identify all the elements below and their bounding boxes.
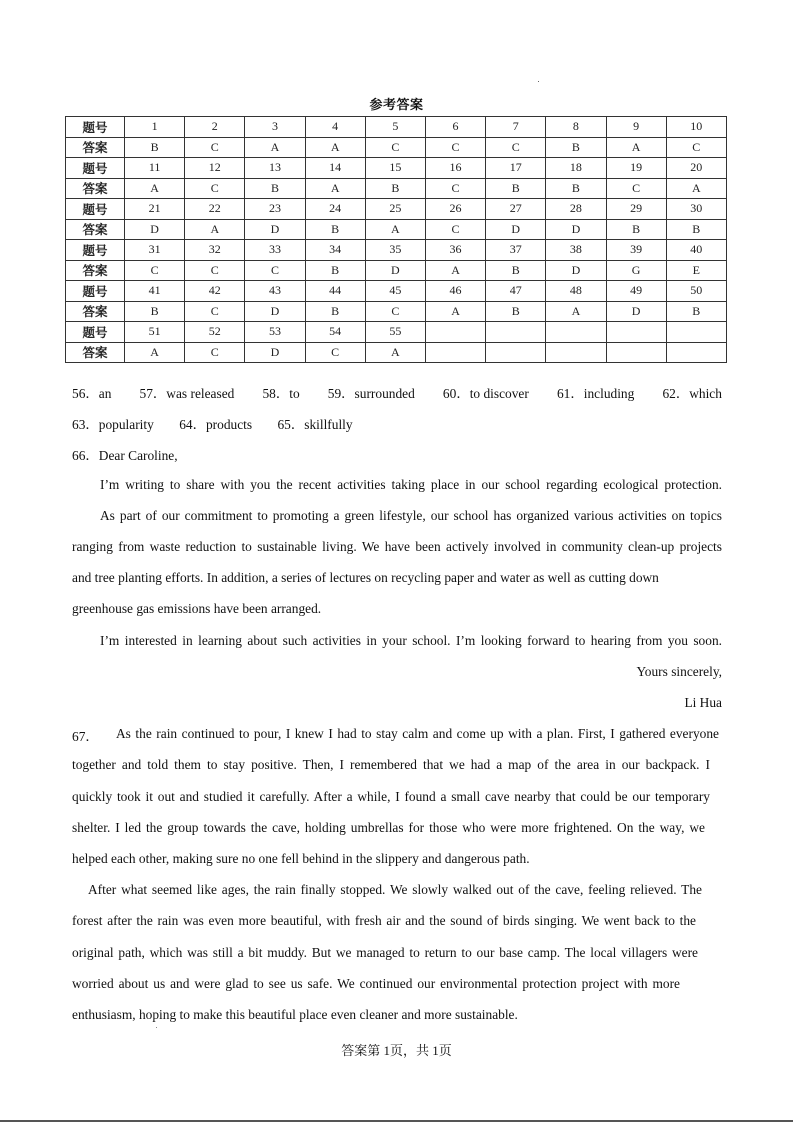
fill-in-answer: 62．which <box>662 386 722 401</box>
page-title: 参考答案 <box>369 98 424 113</box>
answer-cell: D <box>486 219 546 240</box>
answer-cell: B <box>486 301 546 322</box>
question-number-cell <box>546 322 606 343</box>
question-number-cell: 7 <box>486 117 546 138</box>
answer-cell <box>606 342 666 363</box>
answer-cell: C <box>365 301 425 322</box>
question-number-cell: 16 <box>425 158 485 179</box>
question-number-cell: 43 <box>245 281 305 302</box>
answer-cell: C <box>486 137 546 158</box>
answer-row <box>66 301 727 322</box>
question-number-cell: 50 <box>666 281 726 302</box>
fill-in-answer: 60．to discover <box>442 386 529 401</box>
question-number-cell <box>425 322 485 343</box>
question-number-cell: 15 <box>365 158 425 179</box>
answer-cell: C <box>425 219 485 240</box>
answer-row-label: 答案 <box>66 301 125 322</box>
question-row-label: 题号 <box>66 199 125 220</box>
letter-closing: Yours sincerely, <box>636 664 722 679</box>
story-line: together and told them to stay positive. Then, I remembered that we had a map of the area in our backpack. I <box>72 757 710 772</box>
answer-row-label: 答案 <box>66 219 125 240</box>
question-number-row <box>66 322 727 343</box>
question-number-cell: 32 <box>185 240 245 261</box>
question-number-cell: 11 <box>125 158 185 179</box>
question-number-cell: 34 <box>305 240 365 261</box>
story-line: forest after the rain was even more beautiful, with fresh air and the sound of birds singing. We went back to the <box>72 913 696 928</box>
answer-cell: C <box>425 137 485 158</box>
answer-cell: B <box>125 137 185 158</box>
fill-in-answer: 64．products <box>179 417 253 432</box>
answer-cell: A <box>305 137 365 158</box>
question-number-cell: 48 <box>546 281 606 302</box>
question-number-cell: 27 <box>486 199 546 220</box>
question-row-label: 题号 <box>66 322 125 343</box>
question-number-cell: 20 <box>666 158 726 179</box>
question-number-cell: 55 <box>365 322 425 343</box>
answer-cell: B <box>546 178 606 199</box>
question-row-label: 题号 <box>66 117 125 138</box>
story-line: enthusiasm, hoping to make this beautiful place even cleaner and more sustainable. <box>72 1007 518 1022</box>
answer-cell: C <box>365 137 425 158</box>
story-line: As the rain continued to pour, I knew I had to stay calm and come up with a plan. First, I gathered everyone <box>116 726 719 741</box>
question-number-cell: 2 <box>185 117 245 138</box>
stray-mark <box>156 1027 157 1028</box>
letter-line: greenhouse gas emissions have been arranged. <box>72 601 322 616</box>
answer-cell: A <box>546 301 606 322</box>
question-number-cell: 36 <box>425 240 485 261</box>
story-line: original path, which was still a bit muddy. But we managed to return to our base camp. The local villagers were <box>72 945 698 960</box>
answer-cell: A <box>125 178 185 199</box>
question-number-cell: 3 <box>245 117 305 138</box>
question-number-cell: 44 <box>305 281 365 302</box>
answer-cell: D <box>606 301 666 322</box>
answer-cell: A <box>305 178 365 199</box>
letter-line: As part of our commitment to promoting a green lifestyle, our school has organized various activities on topics <box>100 508 722 523</box>
question-number-cell: 23 <box>245 199 305 220</box>
answer-row-label: 答案 <box>66 342 125 363</box>
answer-table <box>65 116 727 363</box>
answer-cell: D <box>125 219 185 240</box>
answer-cell: B <box>245 178 305 199</box>
answer-cell: C <box>606 178 666 199</box>
answer-row <box>66 342 727 363</box>
question-number-cell: 40 <box>666 240 726 261</box>
letter-line: I’m interested in learning about such activities in your school. I’m looking forward to hearing from you soon. <box>100 633 722 648</box>
question-number-cell: 4 <box>305 117 365 138</box>
question-number-cell <box>666 322 726 343</box>
answer-cell: C <box>425 178 485 199</box>
fill-in-answer: 59．surrounded <box>327 386 415 401</box>
question-number-cell: 54 <box>305 322 365 343</box>
letter-signature: Li Hua <box>684 695 722 710</box>
question-number-row <box>66 281 727 302</box>
story-line: After what seemed like ages, the rain finally stopped. We slowly walked out of the cave, feeling relieved. The <box>88 882 702 897</box>
question-number-cell: 41 <box>125 281 185 302</box>
question-number-cell: 13 <box>245 158 305 179</box>
question-number-cell: 24 <box>305 199 365 220</box>
question-number-cell: 25 <box>365 199 425 220</box>
answer-cell: C <box>185 137 245 158</box>
question-number-cell: 1 <box>125 117 185 138</box>
answer-cell: E <box>666 260 726 281</box>
question-number-cell: 53 <box>245 322 305 343</box>
question-number-cell: 42 <box>185 281 245 302</box>
answer-cell: B <box>666 301 726 322</box>
answer-cell: A <box>365 342 425 363</box>
question-row-label: 题号 <box>66 240 125 261</box>
answer-cell: C <box>185 301 245 322</box>
question-number-cell: 51 <box>125 322 185 343</box>
answer-cell: B <box>125 301 185 322</box>
fill-in-line-2 <box>72 414 353 433</box>
question-number-cell: 31 <box>125 240 185 261</box>
answer-cell: A <box>125 342 185 363</box>
fill-in-answer: 61．including <box>556 386 635 401</box>
fill-in-answer: 63．popularity <box>72 417 154 432</box>
answer-cell: B <box>305 260 365 281</box>
question-number-cell: 9 <box>606 117 666 138</box>
question-number-cell: 5 <box>365 117 425 138</box>
answer-cell: C <box>245 260 305 281</box>
question-number-cell <box>486 322 546 343</box>
story-line: shelter. I led the group towards the cave, holding umbrellas for those who were more frightened. On the way, we <box>72 820 705 835</box>
answer-row <box>66 219 727 240</box>
fill-in-line-1 <box>72 383 722 402</box>
letter-greeting: 66．Dear Caroline, <box>72 448 178 463</box>
stray-dot <box>538 81 539 82</box>
question-number-cell: 52 <box>185 322 245 343</box>
answer-cell: D <box>245 342 305 363</box>
question-number-cell: 22 <box>185 199 245 220</box>
question-number-cell: 49 <box>606 281 666 302</box>
question-number-cell: 10 <box>666 117 726 138</box>
answer-cell: A <box>365 219 425 240</box>
question-number-cell: 14 <box>305 158 365 179</box>
answer-cell: A <box>185 219 245 240</box>
question-number-cell: 8 <box>546 117 606 138</box>
question-number-cell: 6 <box>425 117 485 138</box>
question-number-cell: 33 <box>245 240 305 261</box>
answer-row-label: 答案 <box>66 260 125 281</box>
fill-in-answer: 57．was released <box>139 386 235 401</box>
question-row-label: 题号 <box>66 281 125 302</box>
question-number-cell: 47 <box>486 281 546 302</box>
answer-cell: D <box>546 260 606 281</box>
story-line: quickly took it out and studied it carefully. After a while, I found a small cave nearby that could be our temporary <box>72 789 710 804</box>
question-number-row <box>66 199 727 220</box>
question-number-cell: 46 <box>425 281 485 302</box>
page-footer: 答案第 1页，共 1页 <box>341 1043 452 1058</box>
question-number-cell: 19 <box>606 158 666 179</box>
answer-cell: D <box>245 301 305 322</box>
question-number-cell: 18 <box>546 158 606 179</box>
answer-cell <box>486 342 546 363</box>
question-number-cell: 17 <box>486 158 546 179</box>
question-number-cell <box>606 322 666 343</box>
answer-row <box>66 178 727 199</box>
letter-line: I’m writing to share with you the recent activities taking place in our school regarding ecological protection. <box>100 477 722 492</box>
answer-cell: A <box>425 301 485 322</box>
answer-cell: D <box>245 219 305 240</box>
question-number-cell: 45 <box>365 281 425 302</box>
letter-line: and tree planting efforts. In addition, a series of lectures on recycling paper and water as well as cutting down <box>72 570 659 585</box>
question-number-row <box>66 240 727 261</box>
story-line: helped each other, making sure no one fell behind in the slippery and dangerous path. <box>72 851 530 866</box>
answer-row <box>66 137 727 158</box>
story-line: worried about us and were glad to see us safe. We continued our environmental protection project with more <box>72 976 680 991</box>
answer-cell: C <box>305 342 365 363</box>
question-number-cell: 21 <box>125 199 185 220</box>
answer-cell: C <box>125 260 185 281</box>
answer-cell: B <box>486 260 546 281</box>
answer-cell: B <box>305 301 365 322</box>
answer-cell: A <box>245 137 305 158</box>
answer-cell: B <box>305 219 365 240</box>
question-number-cell: 39 <box>606 240 666 261</box>
story-number: 67． <box>72 729 99 744</box>
letter-line: ranging from waste reduction to sustainable living. We have been actively involved in community clean-up projects <box>72 539 722 554</box>
fill-in-answer: 65．skillfully <box>277 417 353 432</box>
question-number-cell: 35 <box>365 240 425 261</box>
answer-cell: B <box>546 137 606 158</box>
answer-cell <box>425 342 485 363</box>
question-number-row <box>66 117 727 138</box>
answer-cell: A <box>666 178 726 199</box>
answer-row-label: 答案 <box>66 137 125 158</box>
answer-cell: C <box>666 137 726 158</box>
question-row-label: 题号 <box>66 158 125 179</box>
answer-row <box>66 260 727 281</box>
answer-cell <box>546 342 606 363</box>
question-number-cell: 37 <box>486 240 546 261</box>
fill-in-answer: 58．to <box>262 386 300 401</box>
answer-cell: B <box>486 178 546 199</box>
answer-cell: A <box>425 260 485 281</box>
question-number-cell: 38 <box>546 240 606 261</box>
question-number-cell: 28 <box>546 199 606 220</box>
answer-cell: B <box>606 219 666 240</box>
question-number-cell: 30 <box>666 199 726 220</box>
answer-cell: C <box>185 260 245 281</box>
question-number-cell: 26 <box>425 199 485 220</box>
answer-cell: G <box>606 260 666 281</box>
answer-cell: B <box>365 178 425 199</box>
fill-in-answer: 56．an <box>72 386 112 401</box>
answer-cell <box>666 342 726 363</box>
answer-cell: C <box>185 178 245 199</box>
answer-cell: C <box>185 342 245 363</box>
answer-cell: D <box>546 219 606 240</box>
answer-row-label: 答案 <box>66 178 125 199</box>
answer-cell: B <box>666 219 726 240</box>
answer-cell: A <box>606 137 666 158</box>
question-number-cell: 29 <box>606 199 666 220</box>
question-number-row <box>66 158 727 179</box>
question-number-cell: 12 <box>185 158 245 179</box>
answer-cell: D <box>365 260 425 281</box>
